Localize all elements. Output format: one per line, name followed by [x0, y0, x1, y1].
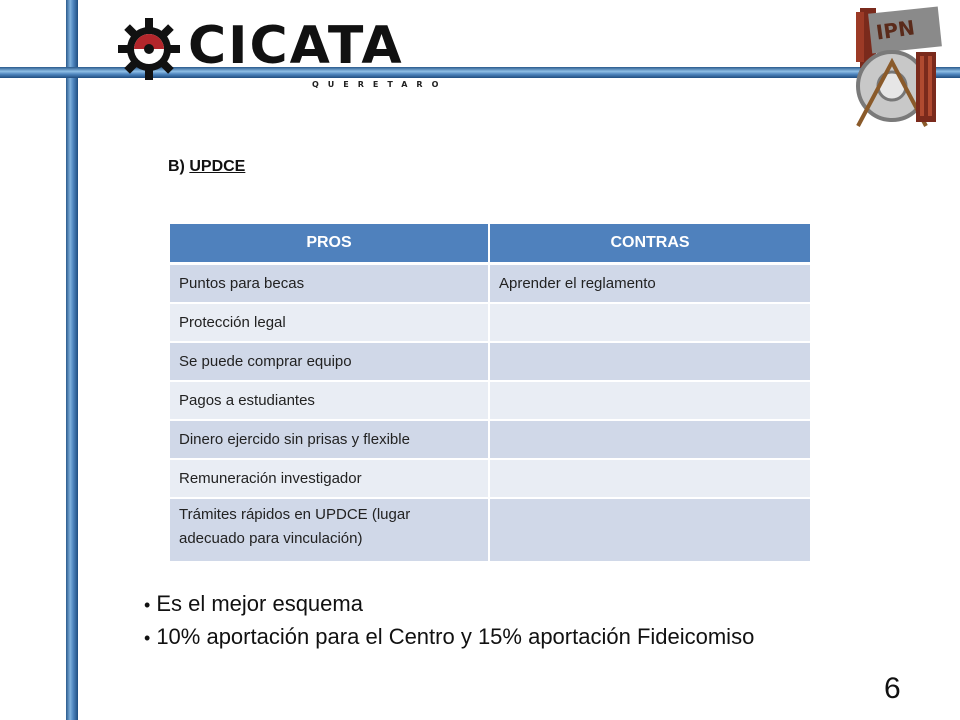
pro-cell: Pagos a estudiantes	[170, 381, 489, 420]
pro-cell: Se puede comprar equipo	[170, 342, 489, 381]
table-row	[170, 303, 810, 342]
table-row	[170, 420, 810, 459]
bullet-item: • Es el mejor esquema	[144, 588, 754, 621]
table-header-row	[170, 224, 810, 264]
contra-cell	[489, 303, 810, 342]
table-row	[170, 498, 810, 562]
contra-cell	[489, 381, 810, 420]
section-title	[168, 158, 245, 176]
contra-cell	[489, 342, 810, 381]
pro-cell: Dinero ejercido sin prisas y flexible	[170, 420, 489, 459]
table-row	[170, 264, 810, 304]
table-row	[170, 381, 810, 420]
section-letter: B)	[168, 158, 185, 175]
logo-wordmark: CICATA	[188, 16, 404, 76]
ipn-logo	[846, 2, 946, 134]
pro-cell: Puntos para becas	[170, 264, 489, 304]
logo-subtitle: QUERETARO	[312, 80, 448, 89]
contra-cell: Aprender el reglamento	[489, 264, 810, 304]
frame-vertical-bar	[66, 0, 78, 720]
table-row	[170, 459, 810, 498]
contra-cell	[489, 420, 810, 459]
contra-cell	[489, 459, 810, 498]
pro-cell: Protección legal	[170, 303, 489, 342]
contra-cell	[489, 498, 810, 562]
gear-icon	[116, 16, 182, 82]
section-name: UPDCE	[189, 158, 246, 175]
page-number: 6	[884, 672, 901, 705]
bullet-list	[144, 588, 754, 654]
ipn-logo-text: IPN	[874, 15, 917, 45]
header-pros: PROS	[170, 224, 489, 264]
pro-cell: Trámites rápidos en UPDCE (lugar adecuado para vinculación)	[170, 498, 489, 562]
pro-cell: Remuneración investigador	[170, 459, 489, 498]
header-contras: CONTRAS	[489, 224, 810, 264]
cicata-logo	[116, 12, 448, 89]
table-row	[170, 342, 810, 381]
bullet-item: • 10% aportación para el Centro y 15% aportación Fideicomiso	[144, 621, 754, 654]
pros-contras-table	[170, 224, 810, 563]
